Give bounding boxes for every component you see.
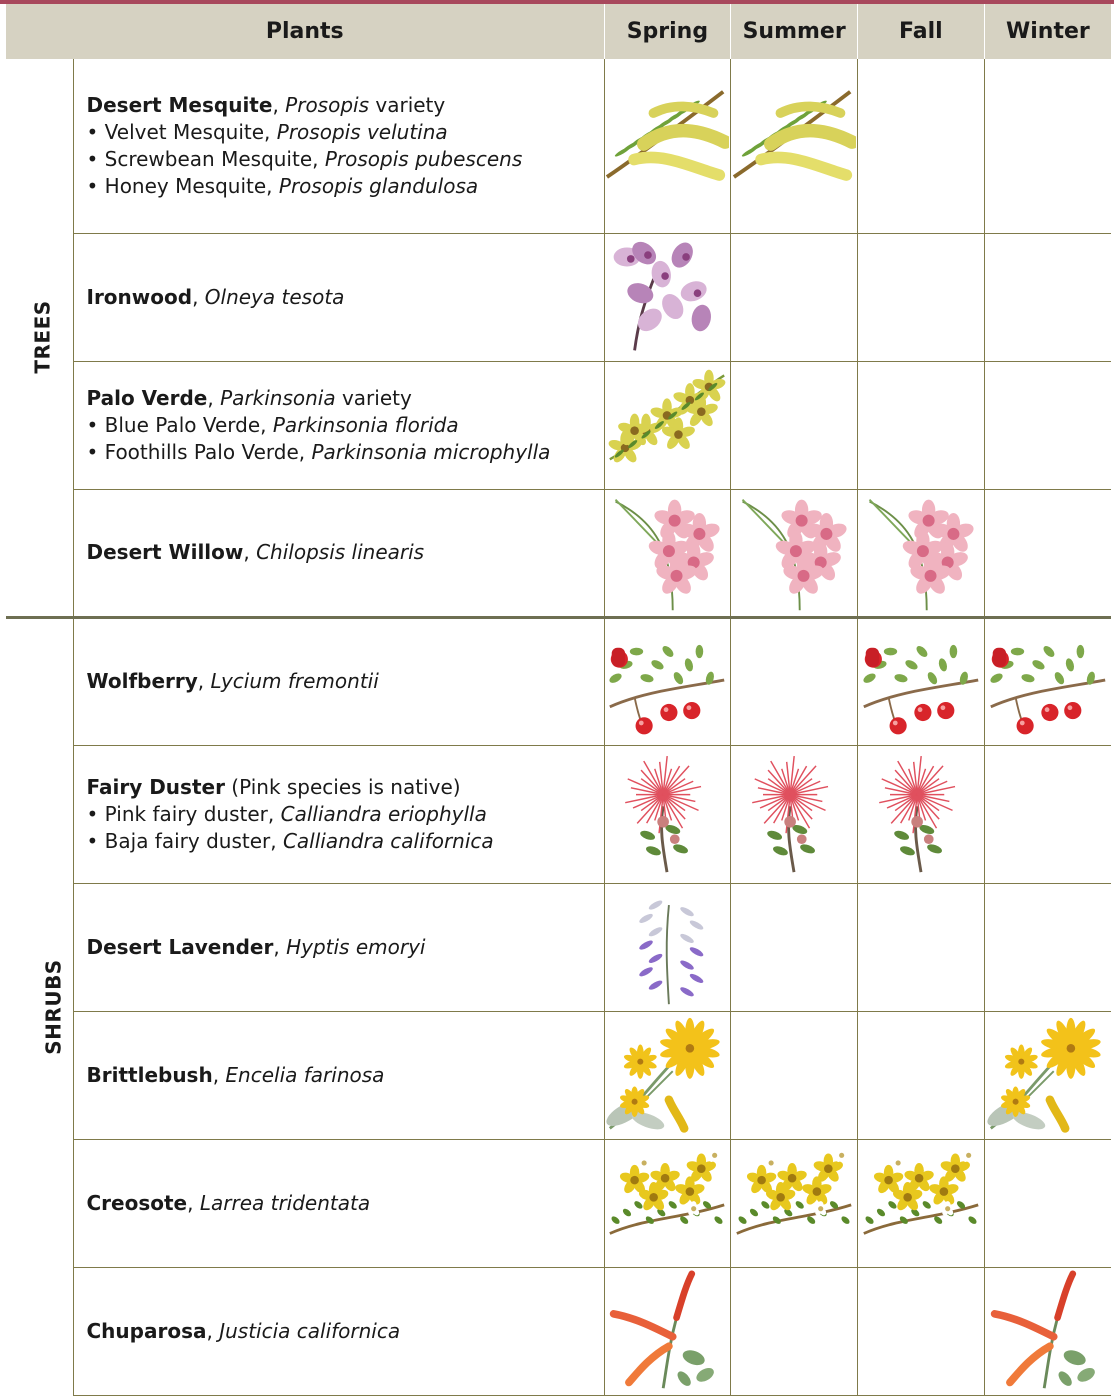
plant-note: variety (369, 92, 446, 117)
bloom-cell-winter (984, 1011, 1111, 1139)
bloom-cell-fall (858, 1139, 985, 1267)
bloom-cell-spring (604, 59, 731, 233)
bloom-cell-summer (731, 617, 858, 745)
group-label-trees: TREES (30, 300, 55, 374)
bloom-cell-spring (604, 361, 731, 489)
desert-willow-flower-icon (732, 492, 856, 614)
variety-common-name: Screwbean Mesquite (104, 146, 313, 171)
plant-common-name: Desert Willow (86, 540, 244, 564)
variety-scientific-name: Prosopis velutina (276, 119, 448, 144)
header-row (6, 4, 1111, 59)
creosote-flower-icon (859, 1142, 983, 1264)
table-row (6, 1267, 1111, 1395)
table-row (6, 617, 1111, 745)
table-row (6, 361, 1111, 489)
bloom-cell-winter (984, 883, 1111, 1011)
bloom-cell-summer (731, 361, 858, 489)
bloom-cell-summer (731, 233, 858, 361)
bloom-cell-winter (984, 1267, 1111, 1395)
variety-item: • Blue Palo Verde, Parkinsonia florida (86, 412, 459, 437)
chuparosa-flower-icon (605, 1270, 729, 1392)
plant-cell: Chuparosa, Justicia californica (73, 1267, 604, 1395)
bloom-cell-fall (858, 59, 985, 233)
plant-cell: Brittlebush, Encelia farinosa (73, 1011, 604, 1139)
header-plants: Plants (6, 4, 604, 59)
bloom-cell-winter (984, 59, 1111, 233)
bloom-cell-spring (604, 883, 731, 1011)
variety-item: • Pink fairy duster, Calliandra eriophylla (86, 801, 487, 826)
header-summer: Summer (731, 4, 858, 59)
desert-willow-flower-icon (605, 492, 729, 614)
plant-common-name: Creosote (86, 1190, 188, 1215)
variety-item: • Screwbean Mesquite, Prosopis pubescens (86, 146, 523, 171)
bloom-cell-fall (858, 361, 985, 489)
variety-common-name: Blue Palo Verde (104, 412, 261, 437)
plant-note: variety (335, 385, 412, 410)
bloom-cell-fall (858, 233, 985, 361)
variety-common-name: Baja fairy duster (104, 828, 271, 853)
mesquite-flower-icon (732, 84, 856, 208)
variety-item: • Velvet Mesquite, Prosopis velutina (86, 119, 448, 144)
table-row (6, 1011, 1111, 1139)
plant-common-name: Wolfberry (86, 669, 198, 693)
plant-common-name: Ironwood (86, 284, 193, 309)
variety-common-name: Honey Mesquite (104, 173, 267, 198)
table-row (6, 59, 1111, 233)
wolfberry-icon (605, 621, 729, 743)
fairy-duster-flower-icon (859, 752, 983, 876)
plant-common-name: Fairy Duster (86, 774, 225, 799)
variety-common-name: Velvet Mesquite (104, 119, 265, 144)
plant-cell: Desert Lavender, Hyptis emoryi (73, 883, 604, 1011)
variety-item: • Baja fairy duster, Calliandra californica (86, 828, 494, 853)
bloom-cell-fall (858, 883, 985, 1011)
bloom-cell-spring (604, 1011, 731, 1139)
creosote-flower-icon (605, 1142, 729, 1264)
bloom-cell-summer (731, 59, 858, 233)
variety-scientific-name: Calliandra californica (282, 828, 494, 853)
plant-scientific-name: Hyptis emoryi (286, 934, 426, 959)
table-row (6, 233, 1111, 361)
brittlebush-flower-icon (605, 1014, 729, 1136)
bloom-cell-summer (731, 1011, 858, 1139)
plant-scientific-name: Parkinsonia (220, 385, 336, 410)
variety-scientific-name: Parkinsonia microphylla (311, 439, 551, 464)
table-row (6, 1139, 1111, 1267)
bloom-cell-summer (731, 883, 858, 1011)
bloom-cell-summer (731, 489, 858, 617)
bloom-cell-winter (984, 617, 1111, 745)
bloom-cell-summer (731, 745, 858, 883)
wolfberry-icon (986, 621, 1110, 743)
ironwood-flower-icon (605, 236, 729, 358)
plant-cell: Desert Mesquite, Prosopis variety • Velvet Mesquite, Prosopis velutina • Screwbean Mesquite, Prosopis pubescens • Honey Mesquite, Prosopis glandulosa (73, 59, 604, 233)
bloom-cell-winter (984, 361, 1111, 489)
plant-cell: Ironwood, Olneya tesota (73, 233, 604, 361)
bloom-cell-summer (731, 1267, 858, 1395)
mesquite-flower-icon (605, 84, 729, 208)
bloom-cell-spring (604, 745, 731, 883)
variety-common-name: Pink fairy duster (104, 801, 268, 826)
plant-scientific-name: Justicia californica (219, 1318, 401, 1343)
header-spring: Spring (604, 4, 731, 59)
table-row (6, 489, 1111, 617)
variety-scientific-name: Calliandra eriophylla (280, 801, 487, 826)
desert-lavender-flower-icon (605, 886, 729, 1008)
bloom-calendar-table (6, 4, 1111, 1396)
fairy-duster-flower-icon (605, 752, 729, 876)
plant-note: (Pink species is native) (224, 774, 461, 799)
group-label-shrubs: SHRUBS (41, 959, 66, 1055)
variety-item: • Foothills Palo Verde, Parkinsonia microphylla (86, 439, 551, 464)
variety-scientific-name: Prosopis pubescens (324, 146, 523, 171)
plant-scientific-name: Prosopis (285, 92, 370, 117)
bloom-cell-spring (604, 233, 731, 361)
bloom-cell-fall (858, 617, 985, 745)
variety-item: • Honey Mesquite, Prosopis glandulosa (86, 173, 479, 198)
plant-scientific-name: Encelia farinosa (225, 1062, 385, 1087)
fairy-duster-flower-icon (732, 752, 856, 876)
wolfberry-icon (859, 621, 983, 743)
table-row (6, 745, 1111, 883)
header-fall: Fall (858, 4, 985, 59)
bloom-cell-fall (858, 1267, 985, 1395)
bloom-cell-fall (858, 1011, 985, 1139)
plant-common-name: Chuparosa (86, 1318, 207, 1343)
bloom-cell-winter (984, 1139, 1111, 1267)
bloom-cell-winter (984, 489, 1111, 617)
variety-scientific-name: Prosopis glandulosa (278, 173, 479, 198)
creosote-flower-icon (732, 1142, 856, 1264)
variety-scientific-name: Parkinsonia florida (272, 412, 459, 437)
plant-cell: Wolfberry, Lycium fremontii (73, 617, 604, 745)
plant-cell (73, 745, 604, 883)
plant-scientific-name: Chilopsis linearis (256, 540, 425, 564)
bloom-cell-fall (858, 489, 985, 617)
palo-verde-flower-icon (605, 364, 729, 486)
bloom-cell-spring (604, 617, 731, 745)
table-row (6, 883, 1111, 1011)
plant-common-name: Brittlebush (86, 1062, 213, 1087)
chuparosa-flower-icon (986, 1270, 1110, 1392)
plant-cell: Creosote, Larrea tridentata (73, 1139, 604, 1267)
plant-scientific-name: Larrea tridentata (199, 1190, 371, 1215)
plant-common-name: Palo Verde (86, 385, 208, 410)
header-winter: Winter (984, 4, 1111, 59)
plant-scientific-name: Lycium fremontii (210, 669, 379, 693)
plant-common-name: Desert Mesquite (86, 92, 273, 117)
bloom-cell-winter (984, 233, 1111, 361)
bloom-cell-spring (604, 1267, 731, 1395)
plant-cell: Desert Willow, Chilopsis linearis (73, 489, 604, 617)
plant-scientific-name: Olneya tesota (204, 284, 345, 309)
bloom-cell-summer (731, 1139, 858, 1267)
brittlebush-flower-icon (986, 1014, 1110, 1136)
plant-common-name: Desert Lavender (86, 934, 274, 959)
bloom-cell-spring (604, 489, 731, 617)
variety-common-name: Foothills Palo Verde (104, 439, 299, 464)
bloom-cell-winter (984, 745, 1111, 883)
bloom-cell-fall (858, 745, 985, 883)
plant-cell: Palo Verde, Parkinsonia variety • Blue Palo Verde, Parkinsonia florida • Foothills Palo Verde, Parkinsonia microphylla (73, 361, 604, 489)
desert-willow-flower-icon (859, 492, 983, 614)
bloom-cell-spring (604, 1139, 731, 1267)
